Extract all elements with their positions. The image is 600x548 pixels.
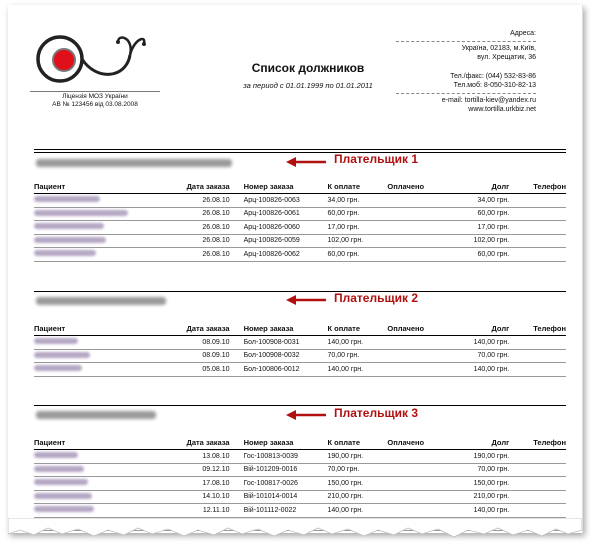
table-row xyxy=(34,349,566,363)
col-phone: Телефон xyxy=(513,435,566,450)
debtors-table-2 xyxy=(34,321,566,377)
col-phone: Телефон xyxy=(513,179,566,194)
col-number: Номер заказа xyxy=(234,321,324,336)
phone-cell xyxy=(513,207,566,221)
order-number: Вій-101014-0014 xyxy=(234,490,324,504)
license-line-1: Ліцензія МОЗ України xyxy=(62,93,128,100)
patient-name-redacted xyxy=(34,221,178,235)
arrow-left-icon xyxy=(286,293,326,307)
order-number: Арц-100826-0061 xyxy=(234,207,324,221)
order-date: 26.08.10 xyxy=(178,234,234,248)
phone-cell xyxy=(513,194,566,208)
amount-debt: 140,00 грн. xyxy=(447,504,513,518)
col-to-pay: К оплате xyxy=(323,321,387,336)
table-row xyxy=(34,221,566,235)
table-row xyxy=(34,194,566,208)
order-number: Гос-100813-0039 xyxy=(234,450,324,464)
amount-to-pay: 190,00 грн. xyxy=(323,450,387,464)
order-number: Бол-100908-0031 xyxy=(234,336,324,350)
phone-cell xyxy=(513,463,566,477)
payer-annotation-1: Плательщик 1 xyxy=(334,152,418,166)
order-date: 26.08.10 xyxy=(178,207,234,221)
table-row xyxy=(34,248,566,262)
amount-debt: 70,00 грн. xyxy=(447,349,513,363)
patient-name-redacted xyxy=(34,194,178,208)
payer-annotation-2: Плательщик 2 xyxy=(334,291,418,305)
order-date: 14.10.10 xyxy=(178,490,234,504)
order-date: 08.09.10 xyxy=(178,349,234,363)
amount-to-pay: 140,00 грн. xyxy=(323,504,387,518)
amount-paid xyxy=(387,234,447,248)
amount-to-pay: 60,00 грн. xyxy=(324,248,388,262)
payer-name-redacted xyxy=(36,411,156,419)
phone-cell xyxy=(513,234,566,248)
patient-name-redacted xyxy=(34,450,178,464)
table-row xyxy=(34,336,566,350)
patient-name-redacted xyxy=(34,349,178,363)
patient-name-redacted xyxy=(34,234,178,248)
col-debt: Долг xyxy=(447,321,513,336)
col-debt: Долг xyxy=(447,179,513,194)
order-number: Вій-101209-0016 xyxy=(234,463,324,477)
order-number: Вій-101112-0022 xyxy=(234,504,324,518)
table-header-row xyxy=(34,435,566,450)
patient-name-redacted xyxy=(34,248,178,262)
contacts-block xyxy=(396,29,536,114)
order-number: Арц-100826-0059 xyxy=(234,234,324,248)
col-patient: Пациент xyxy=(34,321,178,336)
amount-debt: 60,00 грн. xyxy=(447,207,513,221)
contacts-label: Адреса: xyxy=(510,30,536,37)
payer-annotation-3: Плательщик 3 xyxy=(334,406,418,420)
table-row xyxy=(34,504,566,518)
phone-cell xyxy=(513,248,566,262)
amount-paid xyxy=(387,207,447,221)
amount-paid xyxy=(387,349,447,363)
col-phone: Телефон xyxy=(513,321,566,336)
amount-debt: 190,00 грн. xyxy=(447,450,513,464)
payer-section-2 xyxy=(34,291,566,373)
order-number: Арц-100826-0060 xyxy=(234,221,324,235)
payer-section-1 xyxy=(34,149,566,258)
order-date: 17.08.10 xyxy=(178,477,234,491)
email: e-mail: tortilla-kiev@yandex.ru xyxy=(441,97,536,104)
amount-paid xyxy=(387,194,447,208)
amount-paid xyxy=(387,477,447,491)
amount-paid xyxy=(387,363,447,377)
payer-name-redacted xyxy=(36,297,166,305)
amount-paid xyxy=(387,248,447,262)
order-date: 26.08.10 xyxy=(178,221,234,235)
order-date: 08.09.10 xyxy=(178,336,234,350)
amount-to-pay: 34,00 грн. xyxy=(324,194,388,208)
phone-cell xyxy=(513,450,566,464)
phone-cell xyxy=(513,363,566,377)
debtors-table-3 xyxy=(34,435,566,531)
col-debt: Долг xyxy=(447,435,513,450)
phone-fax: Тел./факс: (044) 532-83-86 xyxy=(450,73,536,80)
table-row xyxy=(34,450,566,464)
amount-paid xyxy=(387,504,447,518)
amount-to-pay: 70,00 грн. xyxy=(323,463,387,477)
col-to-pay: К оплате xyxy=(324,179,388,194)
report-title: Список должников xyxy=(251,61,365,75)
table-header-row xyxy=(34,321,566,336)
stethoscope-logo xyxy=(34,29,154,89)
amount-debt: 34,00 грн. xyxy=(447,194,513,208)
table-row xyxy=(34,463,566,477)
license-info xyxy=(30,91,160,109)
phone-mobile: Тел.моб: 8-050-310-82-13 xyxy=(453,82,536,89)
amount-to-pay: 17,00 грн. xyxy=(324,221,388,235)
table-row xyxy=(34,207,566,221)
patient-name-redacted xyxy=(34,504,178,518)
address-line-1: Україна, 02183, м.Київ, xyxy=(461,45,536,52)
order-date: 05.08.10 xyxy=(178,363,234,377)
order-number: Арц-100826-0063 xyxy=(234,194,324,208)
patient-name-redacted xyxy=(34,477,178,491)
phone-cell xyxy=(513,490,566,504)
address-line-2: вул. Хрещатик, 36 xyxy=(477,54,536,61)
order-number: Гос-100817-0026 xyxy=(234,477,324,491)
patient-name-redacted xyxy=(34,363,178,377)
col-paid: Оплачено xyxy=(387,179,447,194)
payer-name-redacted xyxy=(36,159,232,167)
col-paid: Оплачено xyxy=(387,435,447,450)
amount-debt: 210,00 грн. xyxy=(447,490,513,504)
phone-cell xyxy=(513,349,566,363)
col-date: Дата заказа xyxy=(178,435,234,450)
report-period: за период с 01.01.1999 по 01.01.2011 xyxy=(243,81,373,90)
amount-debt: 140,00 грн. xyxy=(447,336,513,350)
amount-to-pay: 150,00 грн. xyxy=(323,477,387,491)
patient-name-redacted xyxy=(34,336,178,350)
phone-cell xyxy=(513,477,566,491)
col-number: Номер заказа xyxy=(234,435,324,450)
amount-debt: 150,00 грн. xyxy=(447,477,513,491)
amount-to-pay: 210,00 грн. xyxy=(323,490,387,504)
col-date: Дата заказа xyxy=(178,321,234,336)
table-row xyxy=(34,477,566,491)
col-patient: Пациент xyxy=(34,435,178,450)
amount-debt: 102,00 грн. xyxy=(447,234,513,248)
order-number: Бол-100908-0032 xyxy=(234,349,324,363)
arrow-left-icon xyxy=(286,408,326,422)
order-date: 09.12.10 xyxy=(178,463,234,477)
table-row xyxy=(34,234,566,248)
table-row xyxy=(34,363,566,377)
amount-debt: 140,00 грн. xyxy=(447,363,513,377)
table-header-row xyxy=(34,179,566,194)
amount-paid xyxy=(387,221,447,235)
debtors-table-1 xyxy=(34,179,566,262)
amount-to-pay: 140,00 грн. xyxy=(323,336,387,350)
patient-name-redacted xyxy=(34,207,178,221)
payer-section-3 xyxy=(34,405,566,514)
amount-to-pay: 102,00 грн. xyxy=(324,234,388,248)
order-date: 12.11.10 xyxy=(178,504,234,518)
amount-paid xyxy=(387,463,447,477)
license-line-2: АВ № 123456 від 03.08.2008 xyxy=(52,101,138,108)
order-number: Арц-100826-0062 xyxy=(234,248,324,262)
col-to-pay: К оплате xyxy=(323,435,387,450)
table-row xyxy=(34,490,566,504)
amount-debt: 70,00 грн. xyxy=(447,463,513,477)
col-patient: Пациент xyxy=(34,179,178,194)
order-date: 26.08.10 xyxy=(178,248,234,262)
amount-debt: 17,00 грн. xyxy=(447,221,513,235)
amount-debt: 60,00 грн. xyxy=(447,248,513,262)
website: www.tortilla.urkbiz.net xyxy=(468,106,536,113)
patient-name-redacted xyxy=(34,463,178,477)
patient-name-redacted xyxy=(34,490,178,504)
torn-edge xyxy=(8,518,582,548)
phone-cell xyxy=(513,336,566,350)
col-date: Дата заказа xyxy=(178,179,234,194)
col-paid: Оплачено xyxy=(387,321,447,336)
col-number: Номер заказа xyxy=(234,179,324,194)
order-date: 26.08.10 xyxy=(178,194,234,208)
arrow-left-icon xyxy=(286,155,326,169)
amount-paid xyxy=(387,336,447,350)
amount-paid xyxy=(387,490,447,504)
phone-cell xyxy=(513,221,566,235)
phone-cell xyxy=(513,504,566,518)
order-number: Бол-100806-0012 xyxy=(234,363,324,377)
amount-paid xyxy=(387,450,447,464)
report-page xyxy=(8,5,583,533)
order-date: 13.08.10 xyxy=(178,450,234,464)
amount-to-pay: 60,00 грн. xyxy=(324,207,388,221)
amount-to-pay: 70,00 грн. xyxy=(323,349,387,363)
amount-to-pay: 140,00 грн. xyxy=(323,363,387,377)
